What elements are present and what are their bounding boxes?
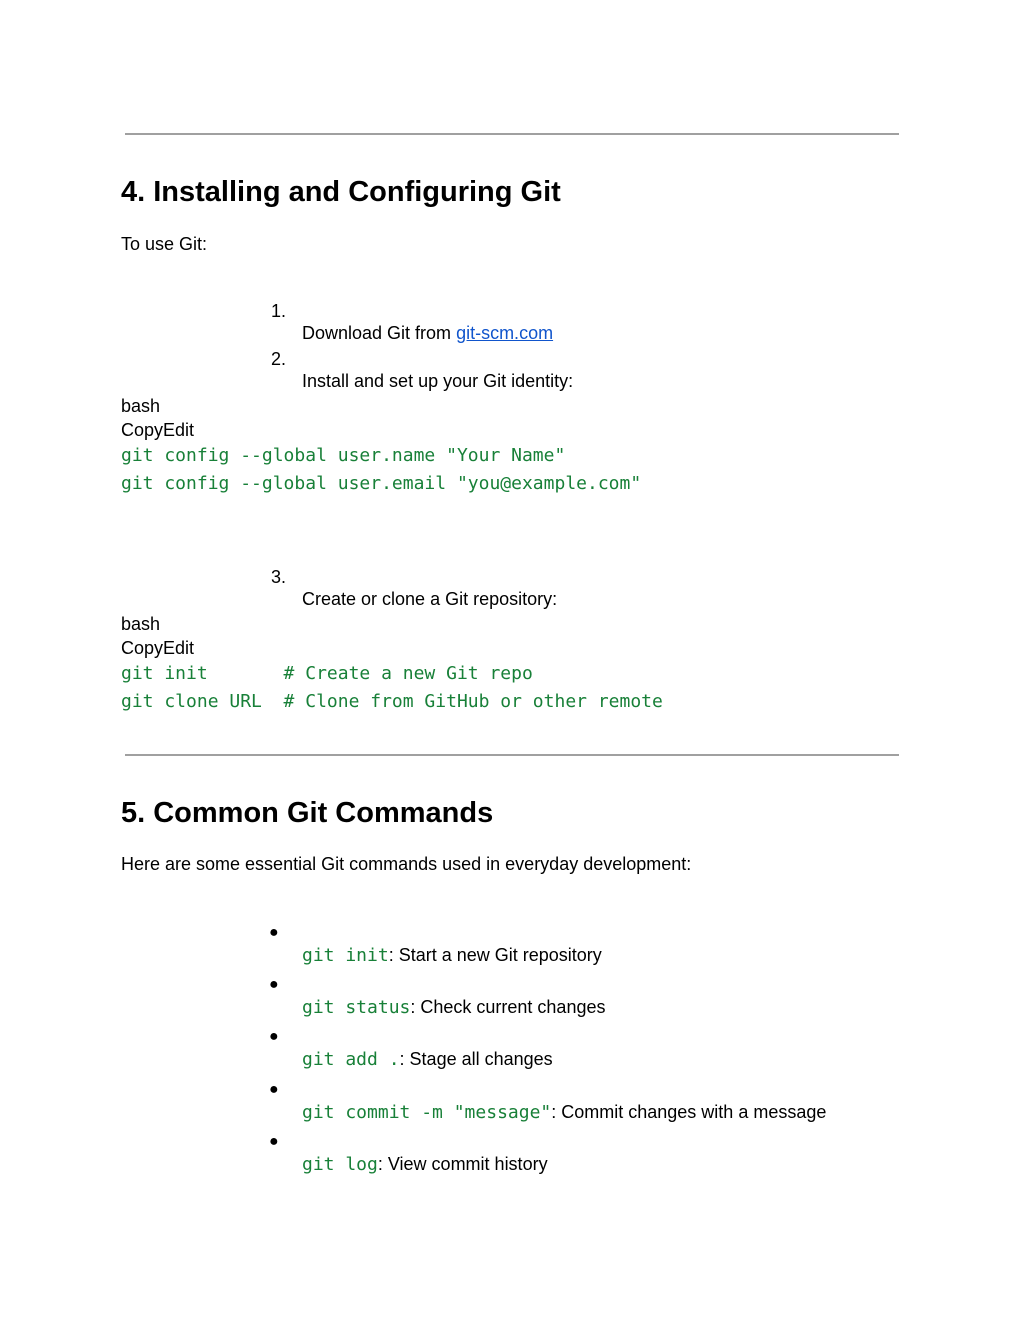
code-language-label: bash <box>121 396 161 416</box>
inline-code: git log <box>302 1154 378 1175</box>
code-line: git config --global user.email "you@example.com" <box>121 473 642 494</box>
inline-code: git commit -m "message" <box>302 1102 552 1123</box>
list-item <box>121 544 558 610</box>
list-number: 3. <box>271 567 287 587</box>
inline-code: git add . <box>302 1049 400 1070</box>
section-intro: To use Git: <box>121 234 208 254</box>
copy-edit-button[interactable]: CopyEdit <box>121 420 195 440</box>
command-description: : Stage all changes <box>399 1049 553 1069</box>
list-item-label: Download Git from <box>302 323 457 343</box>
horizontal-rule <box>125 133 899 135</box>
code-line: git init # Create a new Git repo <box>121 663 533 684</box>
bullet-icon: ● <box>269 1133 279 1150</box>
inline-code: git status <box>302 997 411 1018</box>
horizontal-rule <box>125 754 899 756</box>
command-description: : View commit history <box>377 1154 548 1174</box>
section-intro: Here are some essential Git commands used in everyday development: <box>121 854 692 874</box>
list-item-text <box>302 996 605 1019</box>
list-item-text: Create or clone a Git repository: <box>302 589 558 609</box>
bullet-icon: ● <box>269 924 279 941</box>
list-item-text: Install and set up your Git identity: <box>302 371 574 391</box>
list-item-text <box>302 1048 553 1071</box>
list-item-text <box>302 944 602 967</box>
code-language-label: bash <box>121 614 161 634</box>
list-item-text <box>302 1101 826 1124</box>
list-number: 1. <box>271 301 287 321</box>
inline-code: git init <box>302 945 389 966</box>
bullet-icon: ● <box>269 1028 279 1045</box>
command-description: : Check current changes <box>410 997 606 1017</box>
command-description: : Start a new Git repository <box>388 945 602 965</box>
list-item-text <box>302 322 553 344</box>
code-line: git clone URL # Clone from GitHub or other remote <box>121 691 663 712</box>
code-line: git config --global user.name "Your Name" <box>121 445 566 466</box>
command-description: : Commit changes with a message <box>551 1102 827 1122</box>
git-scm-link[interactable]: git-scm.com <box>456 323 554 343</box>
copy-edit-button[interactable]: CopyEdit <box>121 638 195 658</box>
section-heading: 4. Installing and Configuring Git <box>121 176 561 208</box>
list-item-text <box>302 1153 548 1176</box>
list-number: 2. <box>271 349 287 369</box>
bullet-icon: ● <box>269 1081 279 1098</box>
section-heading: 5. Common Git Commands <box>121 797 494 829</box>
bullet-icon: ● <box>269 976 279 993</box>
